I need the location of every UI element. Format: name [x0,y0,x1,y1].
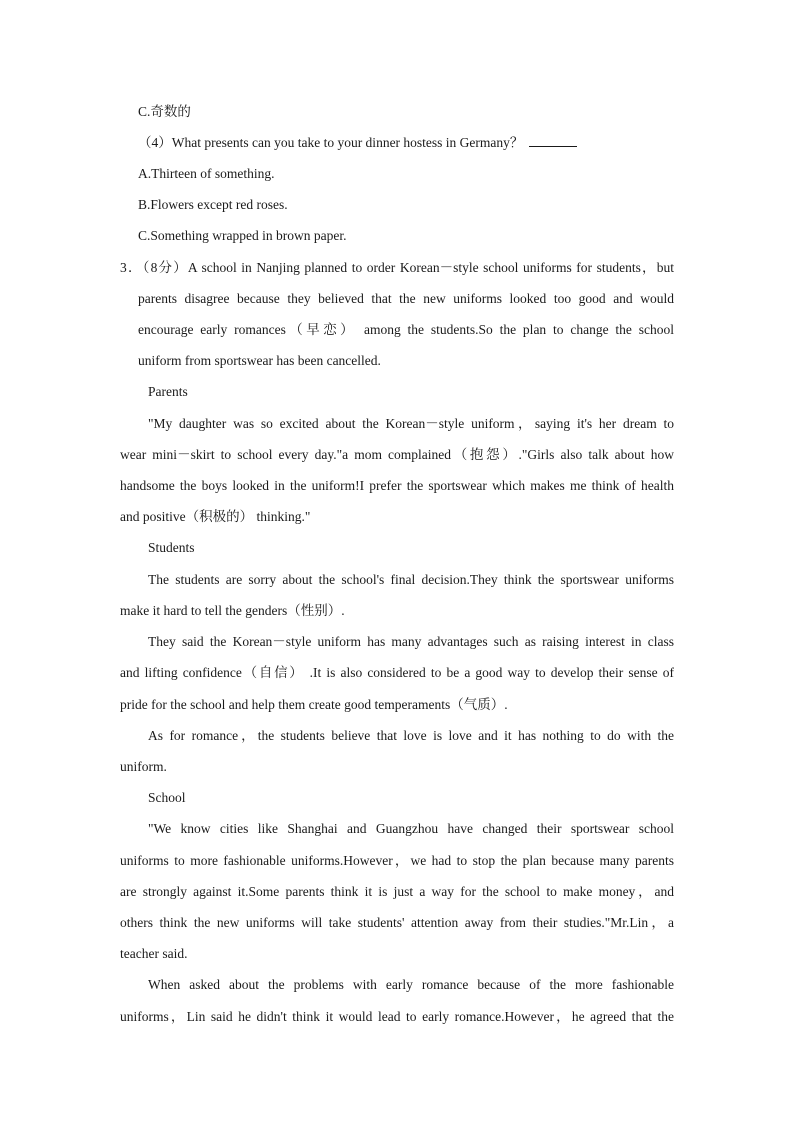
answer-blank[interactable] [529,134,577,147]
q4-option-a: A.Thirteen of something. [138,166,275,181]
parents-line-2: wear mini－skirt to school every day."a mom complained（抱怨）."Girls also talk about how [120,447,674,462]
students-p2-line-1: They said the Korean－style uniform has many advantages such as raising interest in class [148,634,674,649]
school-p1-line-5: teacher said. [120,946,188,961]
students-heading: Students [148,540,195,555]
parents-line-4: and positive（积极的） thinking." [120,509,311,524]
question-3-line-1: 3．（8分）A school in Nanjing planned to order Korean－style school uniforms for students，but [120,260,674,275]
school-p2-line-1: When asked about the problems with early romance because of the more fashionable [148,977,674,992]
parents-heading: Parents [148,384,188,399]
school-p1-line-2: uniforms to more fashionable uniforms.However，we had to stop the plan because many parents [120,853,674,868]
q4-option-c: C.Something wrapped in brown paper. [138,228,347,243]
question-3-line-2: parents disagree because they believed that the new uniforms looked too good and would [138,291,674,306]
question-4-prompt [138,134,577,152]
school-heading: School [148,790,186,805]
students-p2-line-2: and lifting confidence（自信） .It is also considered to be a good way to develop their sense of [120,665,674,680]
question-4-text: （4）What presents can you take to your dinner hostess in Germany？ [138,135,524,150]
school-p1-line-4: others think the new uniforms will take students' attention away from their studies."Mr.Lin，a [120,915,674,930]
parents-line-1: "My daughter was so excited about the Korean－style uniform，saying it's her dream to [148,416,674,431]
option-c-prev: C.奇数的 [138,104,191,119]
school-p1-line-3: are strongly against it.Some parents think it is just a way for the school to make money，and [120,884,674,899]
students-p3-line-1: As for romance，the students believe that love is love and it has nothing to do with the [148,728,674,743]
school-p1-line-1: "We know cities like Shanghai and Guangzhou have changed their sportswear school [148,821,674,836]
question-3-line-3: encourage early romances（早恋） among the students.So the plan to change the school [138,322,674,337]
students-p3-line-2: uniform. [120,759,167,774]
students-p2-line-3: pride for the school and help them create good temperaments（气质）. [120,697,508,712]
question-3-line-4: uniform from sportswear has been cancelled. [138,353,381,368]
students-p1-line-1: The students are sorry about the school's final decision.They think the sportswear uniforms [148,572,674,587]
parents-line-3: handsome the boys looked in the uniform!I prefer the sportswear which makes me think of health [120,478,674,493]
q4-option-b: B.Flowers except red roses. [138,197,288,212]
students-p1-line-2: make it hard to tell the genders（性别）. [120,603,345,618]
school-p2-line-2: uniforms，Lin said he didn't think it would lead to early romance.However，he agreed that the [120,1009,674,1024]
